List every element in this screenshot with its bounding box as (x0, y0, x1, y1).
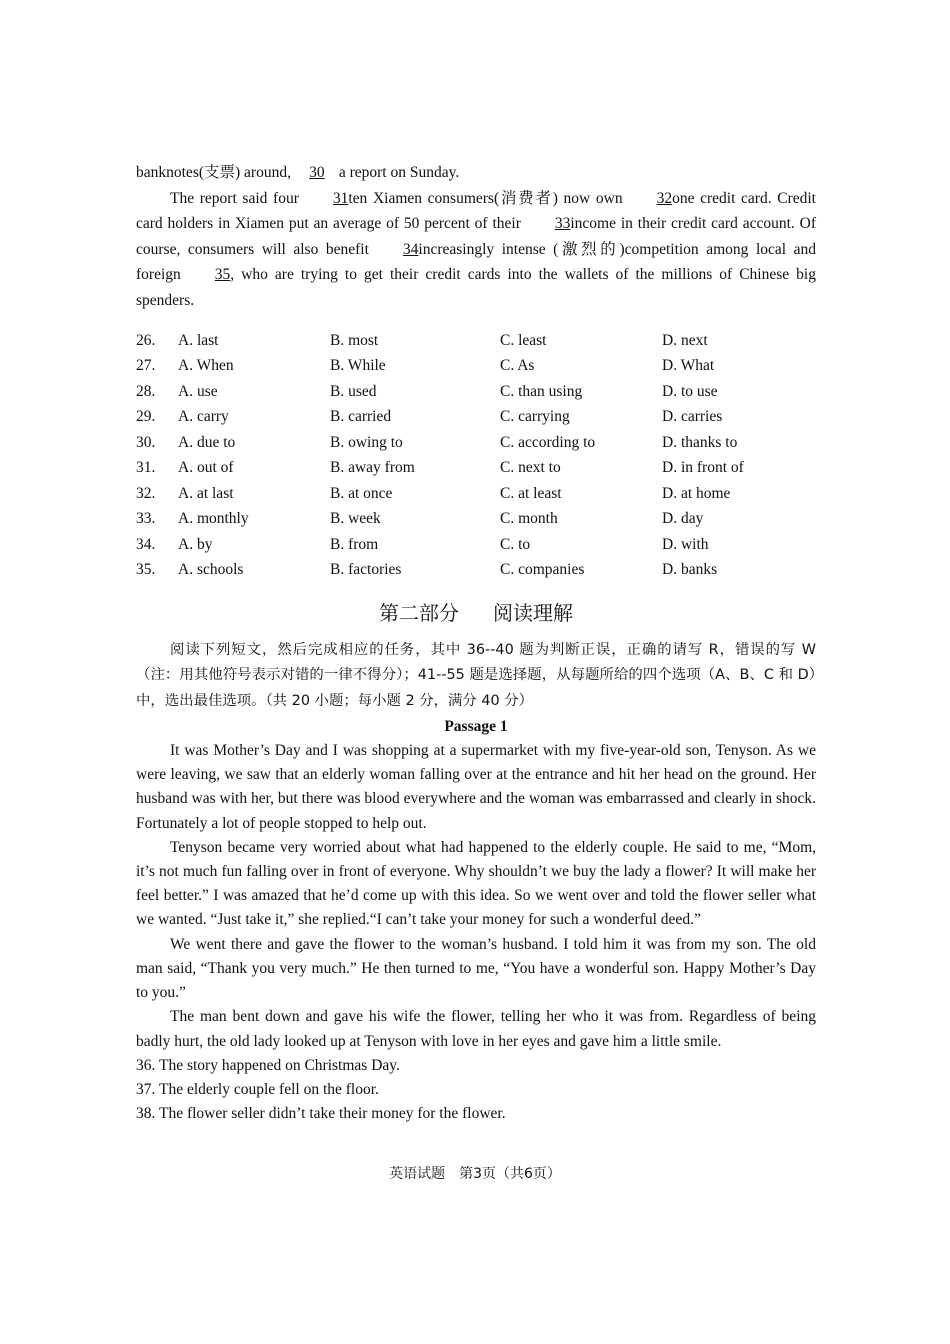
cloze-options (136, 328, 816, 583)
instructions: 阅读下列短文，然后完成相应的任务，其中 36--40 题为判断正误，正确的请写 R，错误的写 W（注：用其他符号表示对错的一律不得分）；41--55 题是选择题，从每题所给的四个选项（A、B、C 和 D）中，选出最佳选项。（共 20 小题；每小题 2 分，满分 40 分） (136, 641, 816, 709)
option-row: 32. A. at last B. at once C. at least D. at home (136, 484, 731, 502)
blank-35: 35 (214, 266, 231, 284)
blank-34: 34 (402, 240, 419, 258)
section-title: 第二部分 阅读理解 (379, 600, 573, 625)
passage-paragraph: It was Mother’s Day and I was shopping at a supermarket with my five-year-old son, Tenyson. As we were leaving, we saw that an elderly woman falling over at the entrance and hit her head on the ground. Her husband was with her, but there was blood everywhere and the woman was embarrassed and clearly in shock. Fortunately a lot of people stopped to help out. (136, 742, 816, 832)
cloze-paragraph-1: banknotes(支票) around, 30 a report on Sunday. (136, 160, 816, 186)
blank-31: 31 (332, 189, 349, 207)
option-row: 33. A. monthly B. week C. month D. day (136, 510, 704, 528)
passage-paragraph: The man bent down and gave his wife the flower, telling her who it was from. Regardless of being badly hurt, the old lady looked up at Tenyson with love in her eyes and gave him a little smile. (136, 1008, 816, 1050)
question-38: 38. The flower seller didn’t take their money for the flower. (136, 1104, 506, 1122)
option-row: 28. A. use B. used C. than using D. to use (136, 382, 718, 400)
option-row: 35. A. schools B. factories C. companies D. banks (136, 561, 718, 579)
cloze-paragraph-2: The report said four 31ten Xiamen consumers(消费者) now own 32one credit card. Credit card holders in Xiamen put an average of 50 percent of their 33income in their credit card account. Of course, consumers will also benefit 34increasingly intense (激烈的)competition among local and foreign 35, who are trying to get their credit cards into the wallets of the millions of Chinese big spenders. (136, 186, 816, 314)
option-row: 31. A. out of B. away from C. next to D. in front of (136, 459, 744, 477)
exam-page (136, 160, 816, 1126)
question-37: 37. The elderly couple fell on the floor. (136, 1080, 379, 1098)
blank-30: 30 (309, 164, 325, 181)
passage-paragraph: Tenyson became very worried about what had happened to the elderly couple. He said to me, “Mom, it’s not much fun falling over in front of everyone. Why shouldn’t we buy the lady a flower? It will make her feel better.” I was amazed that he’d come up with this idea. So we went over and told the flower seller what we wanted. “Just take it,” she replied.“I can’t take your money for such a wonderful deed.” (136, 838, 816, 929)
passage-paragraph: We went there and gave the flower to the woman’s husband. I told him it was from my son. The old man said, “Thank you very much.” He then turned to me, “You have a wonderful son. Happy Mother’s Day to you.” (136, 935, 816, 1002)
blank-33: 33 (554, 215, 571, 233)
passage-title: Passage 1 (444, 718, 508, 736)
option-row: 27. A. When B. While C. As D. What (136, 357, 715, 375)
question-36: 36. The story happened on Christmas Day. (136, 1056, 400, 1074)
option-row: 29. A. carry B. carried C. carrying D. carries (136, 408, 723, 426)
option-row: 34. A. by B. from C. to D. with (136, 535, 709, 553)
option-row: 26. A. last B. most C. least D. next (136, 331, 708, 349)
blank-32: 32 (656, 189, 673, 207)
page-footer: 英语试题 第3页（共6页） (389, 1166, 561, 1182)
option-row: 30. A. due to B. owing to C. according to D. thanks to (136, 433, 738, 451)
